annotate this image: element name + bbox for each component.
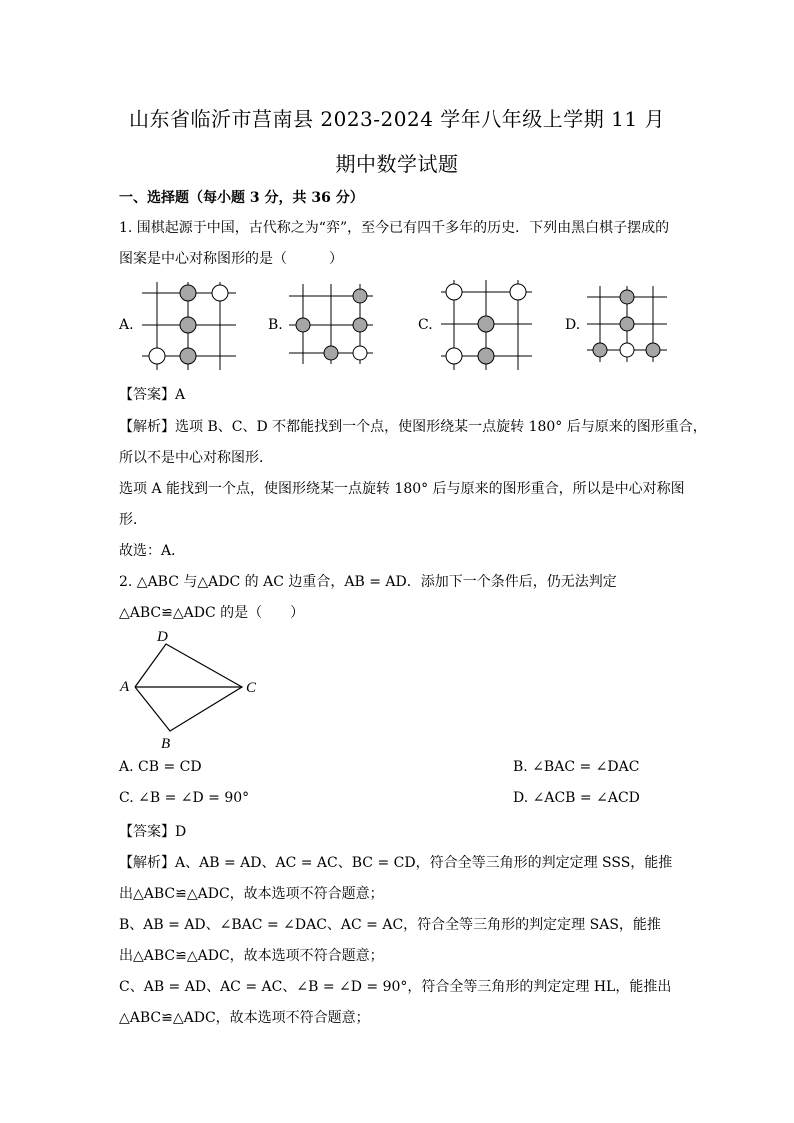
q1-answer: 【答案】A	[119, 387, 186, 403]
doc-title-line2: 期中数学试题	[335, 152, 459, 176]
q1-option-b-label: B.	[268, 317, 283, 333]
q2-explanation-line2: 出△ABC≌△ADC，故本选项不符合题意；	[119, 886, 384, 902]
q2-option-d: D. ∠ACB = ∠ACD	[513, 790, 640, 806]
q2-option-a: A. CB = CD	[119, 759, 202, 775]
q2-explanation-line1: 【解析】A、AB = AD、AC = AC、BC = CD，符合全等三角形的判定定理 SSS，能推	[119, 855, 673, 871]
q2-stem-line2: △ABC≌△ADC 的是（ ）	[119, 605, 305, 621]
q2-vertex-b-label: B	[161, 736, 171, 752]
q1-option-a-label: A.	[119, 317, 134, 333]
q1-option-c-label: C.	[418, 317, 433, 333]
q2-explanation-line3: B、AB = AD、∠BAC = ∠DAC、AC = AC，符合全等三角形的判定定理 SAS，能推	[119, 917, 661, 933]
q1-explanation-line2: 所以不是中心对称图形．	[119, 450, 273, 466]
q2-vertex-a-label: A	[120, 679, 130, 695]
q1-stem-line1: 1. 围棋起源于中国，古代称之为“弈”，至今已有四千多年的历史．下列由黑白棋子摆成的	[119, 220, 670, 236]
q2-explanation-line6: △ABC≌△ADC，故本选项不符合题意；	[119, 1010, 370, 1026]
q2-explanation-line4: 出△ABC≌△ADC，故本选项不符合题意；	[119, 948, 384, 964]
q1-option-a-figure	[137, 280, 241, 372]
q2-quadrilateral-figure	[115, 624, 275, 754]
q1-stem-line2: 图案是中心对称图形的是（ ）	[119, 251, 343, 267]
q1-option-b-figure	[286, 282, 376, 366]
section-heading: 一、选择题（每小题 3 分，共 36 分）	[119, 190, 364, 206]
q2-stem-line1: 2. △ABC 与△ADC 的 AC 边重合，AB = AD．添加下一个条件后，仍无法判定	[119, 574, 617, 590]
q1-explanation-line4: 形．	[119, 512, 147, 528]
q2-explanation-line5: C、AB = AD、AC = AC、∠B = ∠D = 90°，符合全等三角形的判定定理 HL，能推出	[119, 979, 672, 995]
q1-conclusion: 故选：A．	[119, 543, 186, 559]
q1-option-d-label: D.	[565, 317, 581, 333]
q1-option-c-figure	[436, 278, 536, 374]
q2-vertex-d-label: D	[157, 629, 168, 645]
q2-option-b: B. ∠BAC = ∠DAC	[513, 759, 640, 775]
doc-title-line1: 山东省临沂市莒南县 2023-2024 学年八年级上学期 11 月	[129, 107, 665, 131]
q1-option-d-figure	[584, 284, 670, 364]
q1-explanation-line3: 选项 A 能找到一个点，使图形绕某一点旋转 180° 后与原来的图形重合，所以是中心对称图	[119, 481, 685, 497]
q2-answer: 【答案】D	[119, 824, 187, 840]
q1-explanation-line1: 【解析】选项 B、C、D 不都能找到一个点，使图形绕某一点旋转 180° 后与原来的图形重合，	[119, 419, 707, 435]
q2-vertex-c-label: C	[246, 680, 257, 696]
q2-option-c: C. ∠B = ∠D = 90°	[119, 790, 250, 806]
